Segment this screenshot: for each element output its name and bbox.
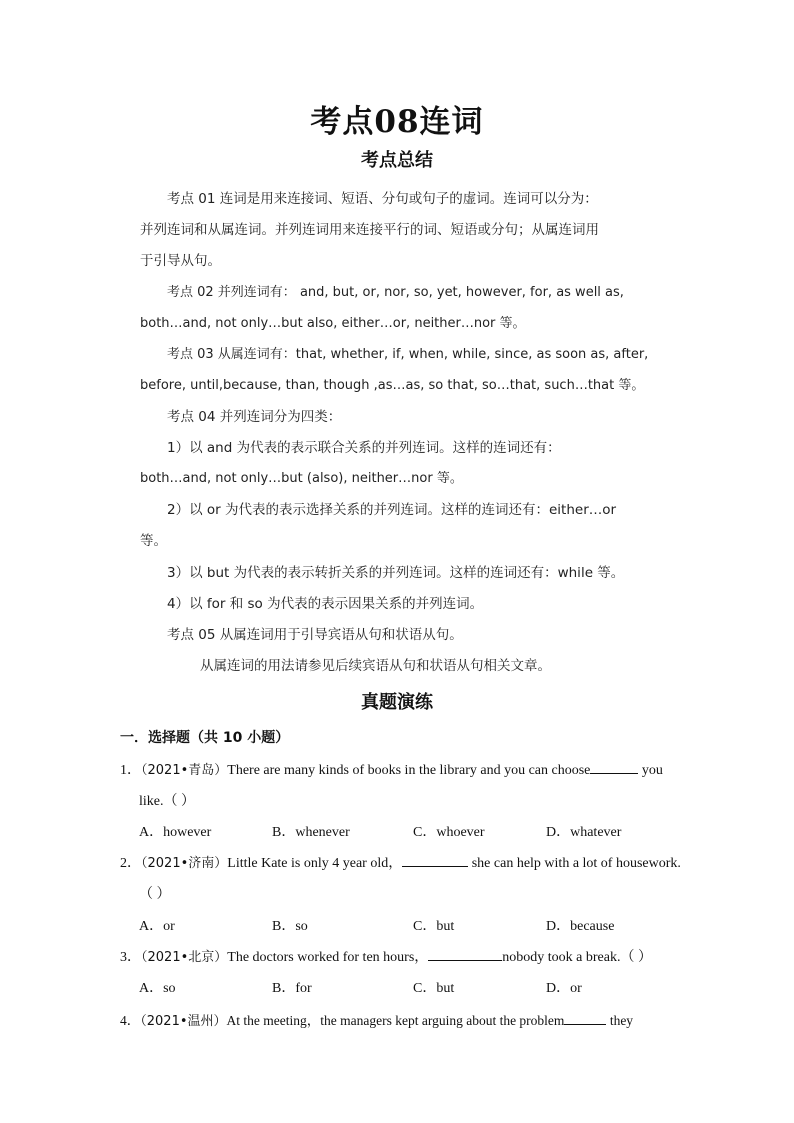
practice-heading: 真题演练 — [361, 692, 433, 713]
summary-line: 考点 02 并列连词有： and, but, or, nor, so, yet, however, for, as well as, — [167, 285, 624, 300]
section-title: 一．选择题（共 10 小题） — [120, 730, 290, 746]
summary-line: before, until,because, than, though ,as…as, so that, so…that, such…that 等。 — [140, 378, 645, 393]
option-d[interactable]: D．or — [546, 981, 582, 996]
answer-blank — [590, 761, 638, 774]
option-b[interactable]: B．whenever — [272, 825, 350, 840]
question-2 — [120, 852, 681, 872]
summary-line: 4）以 for 和 so 为代表的表示因果关系的并列连词。 — [167, 596, 484, 612]
question-text: The doctors worked for ten hours， — [227, 950, 429, 965]
summary-line: 3）以 but 为代表的表示转折关系的并列连词。这样的连词还有：while 等。 — [167, 565, 625, 581]
question-number: 4． — [120, 1013, 141, 1028]
answer-blank — [402, 854, 468, 867]
summary-line: 考点 01 连词是用来连接词、短语、分句或句子的虚词。连词可以分为： — [167, 191, 598, 207]
option-c[interactable]: C．but — [413, 981, 455, 996]
summary-line: 并列连词和从属连词。并列连词用来连接平行的词、短语或分句；从属连词用 — [140, 222, 599, 238]
question-1-line2: like.（ ） — [139, 794, 195, 809]
question-3 — [120, 946, 652, 966]
option-a[interactable]: A．so — [139, 981, 176, 996]
summary-line: 从属连词的用法请参见后续宾语从句和状语从句相关文章。 — [200, 658, 551, 674]
summary-line: 考点 04 并列连词分为四类： — [167, 409, 342, 425]
summary-line: both…and, not only…but (also), neither…nor 等。 — [140, 471, 463, 486]
question-text: you — [638, 763, 663, 778]
question-source: （2021•北京） — [141, 950, 228, 965]
question-2-line2: （ ） — [139, 887, 171, 902]
question-number: 3． — [120, 950, 141, 965]
question-number: 2． — [120, 856, 141, 871]
question-text: they — [606, 1013, 634, 1028]
question-source: （2021•温州） — [140, 1014, 227, 1029]
summary-line: 2）以 or 为代表的表示选择关系的并列连词。这样的连词还有：either…or — [167, 502, 617, 518]
question-1 — [120, 759, 663, 779]
option-c[interactable]: C．whoever — [413, 825, 485, 840]
page-title: 考点08连词 — [310, 104, 484, 140]
summary-line: 考点 03 从属连词有：that, whether, if, when, while, since, as soon as, after, — [167, 347, 649, 362]
question-number: 1． — [120, 763, 141, 778]
summary-line: 1）以 and 为代表的表示联合关系的并列连词。这样的连词还有： — [167, 440, 561, 456]
summary-line: 等。 — [140, 533, 167, 549]
question-text: nobody took a break.（ ） — [502, 950, 652, 965]
question-text: There are many kinds of books in the library and you can choose — [227, 763, 591, 778]
summary-line: 考点 05 从属连词用于引导宾语从句和状语从句。 — [167, 627, 463, 643]
option-d[interactable]: D．because — [546, 919, 615, 934]
question-text: Little Kate is only 4 year old， — [227, 856, 403, 871]
option-b[interactable]: B．for — [272, 981, 312, 996]
option-a[interactable]: A．however — [139, 825, 212, 840]
question-4 — [120, 1009, 633, 1029]
option-a[interactable]: A．or — [139, 919, 175, 934]
question-text: she can help with a lot of housework. — [468, 856, 681, 871]
option-c[interactable]: C．but — [413, 919, 455, 934]
answer-blank — [564, 1012, 606, 1025]
summary-line: 于引导从句。 — [140, 253, 221, 269]
question-source: （2021•济南） — [141, 856, 228, 871]
answer-blank — [428, 948, 502, 961]
option-b[interactable]: B．so — [272, 919, 308, 934]
question-source: （2021•青岛） — [141, 763, 228, 778]
summary-heading: 考点总结 — [361, 150, 433, 171]
option-d[interactable]: D．whatever — [546, 825, 622, 840]
question-text: At the meeting，the managers kept arguing about the problem — [226, 1013, 565, 1028]
summary-line: both…and, not only…but also, either…or, neither…nor 等。 — [140, 316, 526, 331]
